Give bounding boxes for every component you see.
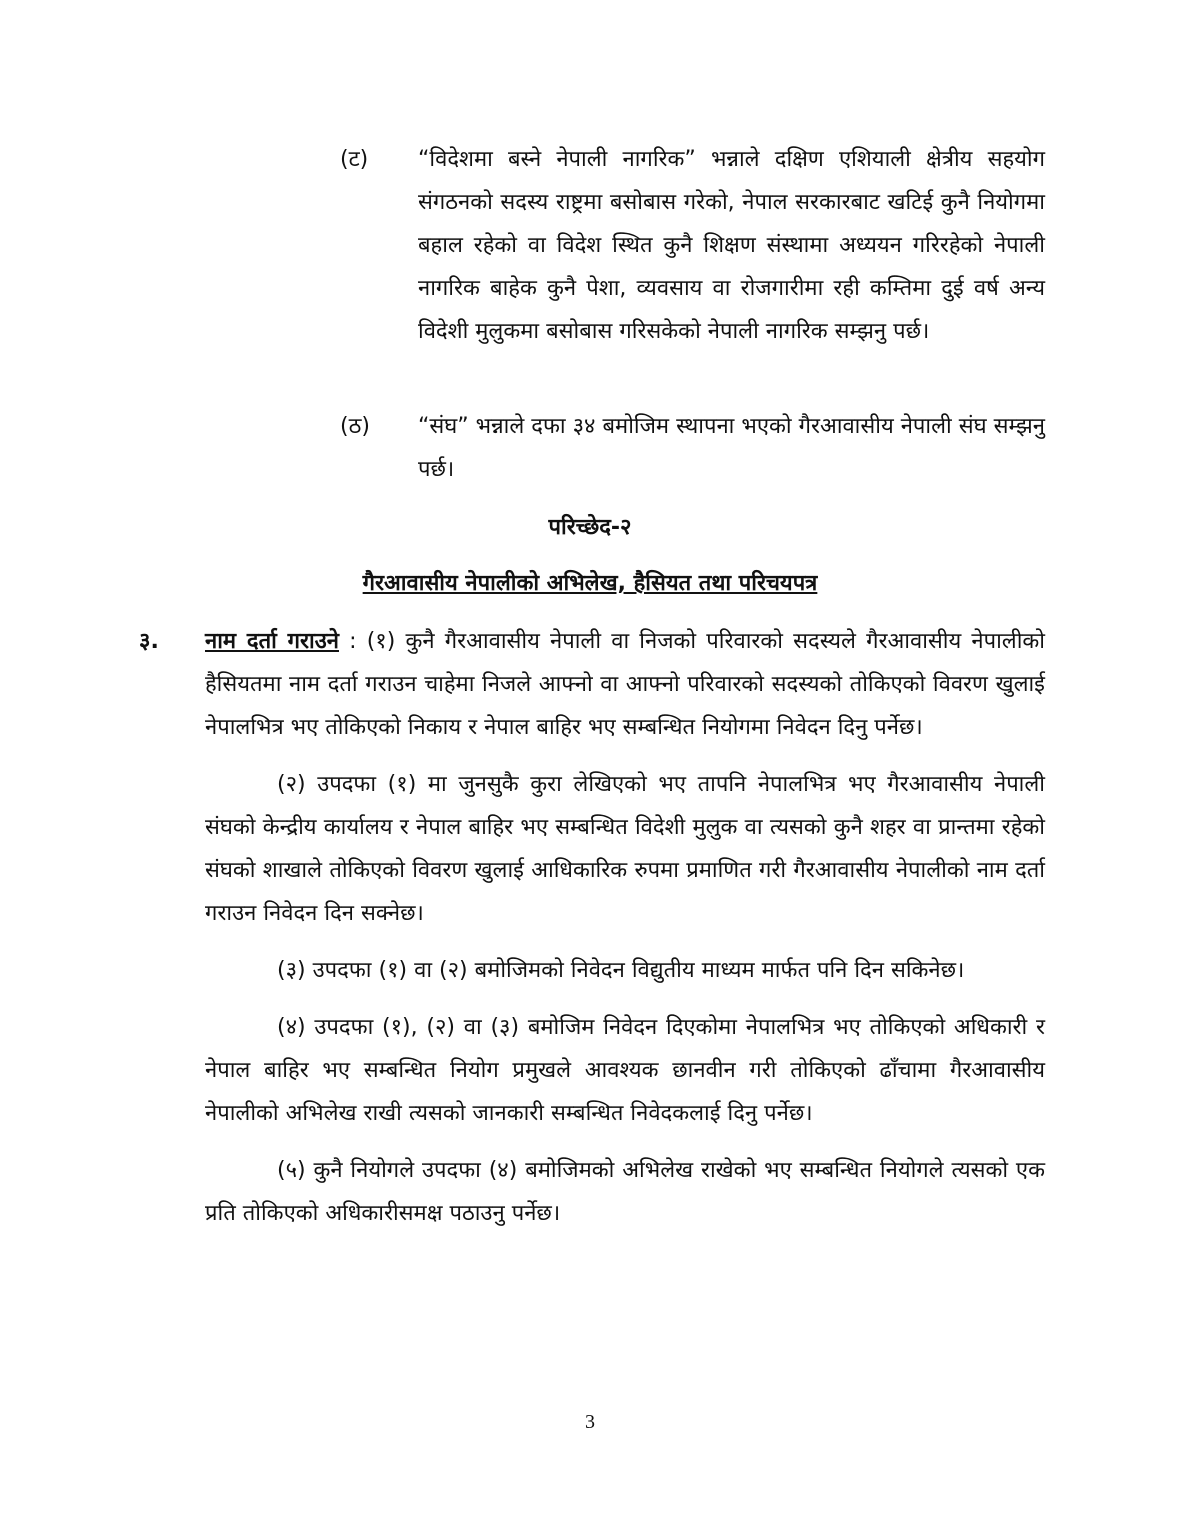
section-title-separator: : <box>338 629 367 654</box>
clause-t <box>340 138 1045 353</box>
clause-th <box>340 405 1045 491</box>
subsection-2: (२) उपदफा (१) मा जुनसुकै कुरा लेखिएको भए तापनि नेपालभित्र भए गैरआवासीय नेपाली संघको केन्द्रीय कार्यालय र नेपाल बाहिर भए सम्बन्धित विदेशी मुलुक वा त्यसको कुनै शहर वा प्रान्तमा रहेको संघको शाखाले तोकिएको विवरण खुलाई आधिकारिक रुपमा प्रमाणित गरी गैरआवासीय नेपालीको नाम दर्ता गराउन निवेदन दिन सक्नेछ। <box>205 772 1045 926</box>
subsection-4: (४) उपदफा (१), (२) वा (३) बमोजिम निवेदन दिएकोमा नेपालभित्र भए तोकिएको अधिकारी र नेपाल बाहिर भए सम्बन्धित नियोग प्रमुखले आवश्यक छानवीन गरी तोकिएको ढाँचामा गैरआवासीय नेपालीको अभिलेख राखी त्यसको जानकारी सम्बन्धित निवेदकलाई दिनु पर्नेछ। <box>205 1015 1045 1126</box>
clause-marker: (ट) <box>340 147 369 172</box>
clause-text: “संघ” भन्नाले दफा ३४ बमोजिम स्थापना भएको गैरआवासीय नेपाली संघ सम्झनु पर्छ। <box>418 414 1045 482</box>
chapter-title-text: गैरआवासीय नेपालीको अभिलेख, हैसियत तथा परिचयपत्र <box>362 571 818 596</box>
clause-marker: (ठ) <box>340 414 370 439</box>
subsection-5: (५) कुनै नियोगले उपदफा (४) बमोजिमको अभिलेख राखेको भए सम्बन्धित नियोगले त्यसको एक प्रति तोकिएको अधिकारीसमक्ष पठाउनु पर्नेछ। <box>205 1158 1045 1226</box>
section-title: नाम दर्ता गराउने <box>205 629 339 654</box>
page-number: 3 <box>585 1411 595 1433</box>
section-number: ३. <box>139 629 159 654</box>
clause-text: “विदेशमा बस्ने नेपाली नागरिक” भन्नाले दक्षिण एशियाली क्षेत्रीय सहयोग संगठनको सदस्य राष्ट्रमा बसोबास गरेको, नेपाल सरकारबाट खटिई कुनै नियोगमा बहाल रहेको वा विदेश स्थित कुनै शिक्षण संस्थामा अध्ययन गरिरहेको नेपाली नागरिक बाहेक कुनै पेशा, व्यवसाय वा रोजगारीमा रही कम्तिमा दुई वर्ष अन्य विदेशी मुलुकमा बसोबास गरिसकेको नेपाली नागरिक सम्झनु पर्छ। <box>418 147 1045 344</box>
subsection-text: (१) कुनै गैरआवासीय नेपाली वा निजको परिवारको सदस्यले गैरआवासीय नेपालीको हैसियतमा नाम दर्ता गराउन चाहेमा निजले आफ्नो वा आफ्नो परिवारको सदस्यको तोकिएको विवरण खुलाई नेपालभित्र भए तोकिएको निकाय र नेपाल बाहिर भए सम्बन्धित नियोगमा निवेदन दिनु पर्नेछ। <box>205 629 1045 740</box>
chapter-title <box>0 566 1180 602</box>
subsection-1 <box>205 620 1045 749</box>
section-3 <box>139 620 1045 1249</box>
subsection-3: (३) उपदफा (१) वा (२) बमोजिमको निवेदन विद्युतीय माध्यम मार्फत पनि दिन सकिनेछ। <box>277 958 965 983</box>
chapter-heading: परिच्छेद-२ <box>548 515 632 540</box>
